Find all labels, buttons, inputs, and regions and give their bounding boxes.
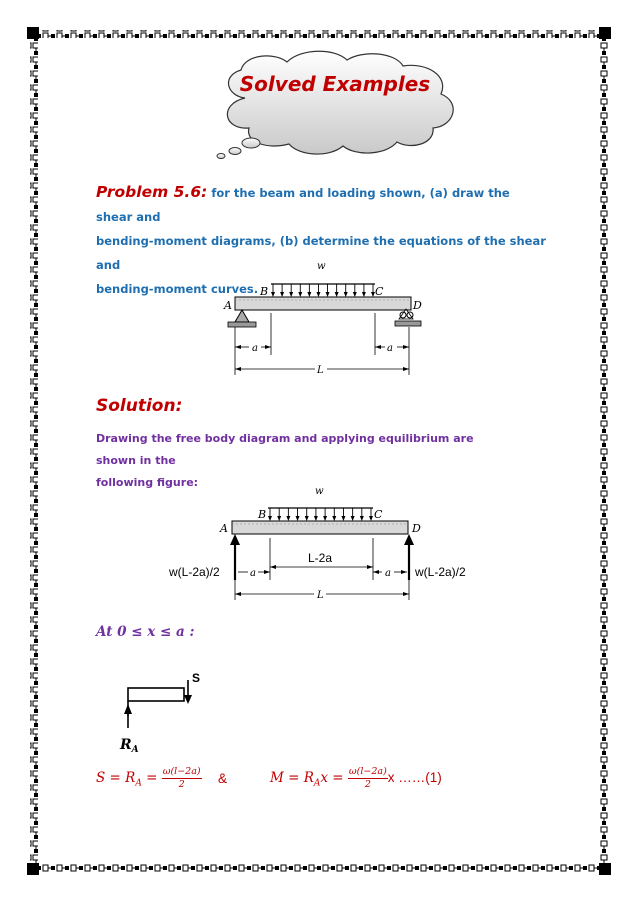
fbd-point-a: A [220, 522, 228, 535]
load-arrowhead [369, 516, 373, 521]
solution-text-line2: following figure: [96, 476, 199, 489]
ampersand: & [218, 771, 228, 786]
load-arrowhead [323, 516, 327, 521]
right-reaction-label: w(L-2a)/2 [415, 565, 466, 579]
shear-fraction: $\frac{\omega(l-2a)}{2}$ [162, 766, 201, 790]
free-body-diagram [160, 480, 490, 605]
problem-text-line1: for the beam and loading shown, (a) draw the shear and [96, 186, 510, 224]
load-arrowhead [341, 516, 345, 521]
load-arrowhead [344, 292, 348, 297]
load-arrowhead [280, 292, 284, 297]
point-c-label: C [375, 285, 384, 298]
problem-text-line3: bending-moment curves. [96, 282, 259, 296]
dim-a-right: a [387, 343, 393, 354]
load-arrowhead [271, 292, 275, 297]
load-arrowhead [296, 516, 300, 521]
load-arrowhead [314, 516, 318, 521]
fbd-load-label: w [315, 486, 324, 497]
load-arrowhead [307, 292, 311, 297]
load-arrowhead [326, 292, 330, 297]
point-a-label: A [224, 299, 232, 312]
pin-support [235, 310, 249, 322]
load-arrowhead [332, 516, 336, 521]
shear-label: S [192, 671, 201, 685]
distributed-load-arrows [271, 284, 375, 297]
range-condition: At 0 ≤ x ≤ a : [96, 624, 195, 640]
moment-equation: $M = R_Ax$ = $\frac{\omega(l-2a)}{2}$ x ……(1) [270, 766, 442, 790]
problem-label: Problem 5.6: [96, 183, 208, 201]
load-arrowhead [316, 292, 320, 297]
load-arrowhead [289, 292, 293, 297]
point-d-label: D [413, 299, 422, 312]
fbd-point-b: B [258, 508, 267, 521]
fbd-point-d: D [412, 522, 421, 535]
load-arrowhead [353, 292, 357, 297]
load-arrowhead [305, 516, 309, 521]
beam-diagram [215, 255, 430, 380]
title-cloud [205, 48, 465, 163]
fbd-dim-mid: L-2a [308, 551, 333, 565]
shear-equation: $S = R_A$ = $\frac{\omega(l-2a)}{2}$ [96, 766, 201, 790]
problem-text-line2: bending-moment diagrams, (b) determine the equations of the shear and [96, 234, 546, 272]
dim-a-left: a [252, 343, 258, 354]
solution-heading: Solution: [96, 396, 183, 416]
section-fbd [112, 668, 222, 758]
reaction-label: $R_A$ [120, 737, 139, 755]
left-reaction-label: w(L-2a)/2 [169, 565, 220, 579]
load-arrowhead [360, 516, 364, 521]
load-arrowhead [335, 292, 339, 297]
fbd-dim-a-left: a [250, 568, 256, 579]
load-arrowhead [351, 516, 355, 521]
fbd-dim-l: L [317, 590, 324, 601]
fbd-dim-a-right: a [385, 568, 391, 579]
page-title: Solved Examples [239, 72, 431, 96]
fbd-point-c: C [374, 508, 383, 521]
fbd-distributed-load-arrows [268, 508, 373, 521]
load-arrowhead [277, 516, 281, 521]
dim-l: L [317, 365, 324, 376]
load-arrowhead [268, 516, 272, 521]
load-arrowhead [286, 516, 290, 521]
load-arrowhead [362, 292, 366, 297]
point-b-label: B [260, 285, 269, 298]
moment-fraction: $\frac{\omega(l-2a)}{2}$ [348, 766, 387, 790]
solution-text-line1: Drawing the free body diagram and applying equilibrium are shown in the [96, 432, 474, 467]
load-label: w [317, 261, 326, 272]
load-arrowhead [298, 292, 302, 297]
